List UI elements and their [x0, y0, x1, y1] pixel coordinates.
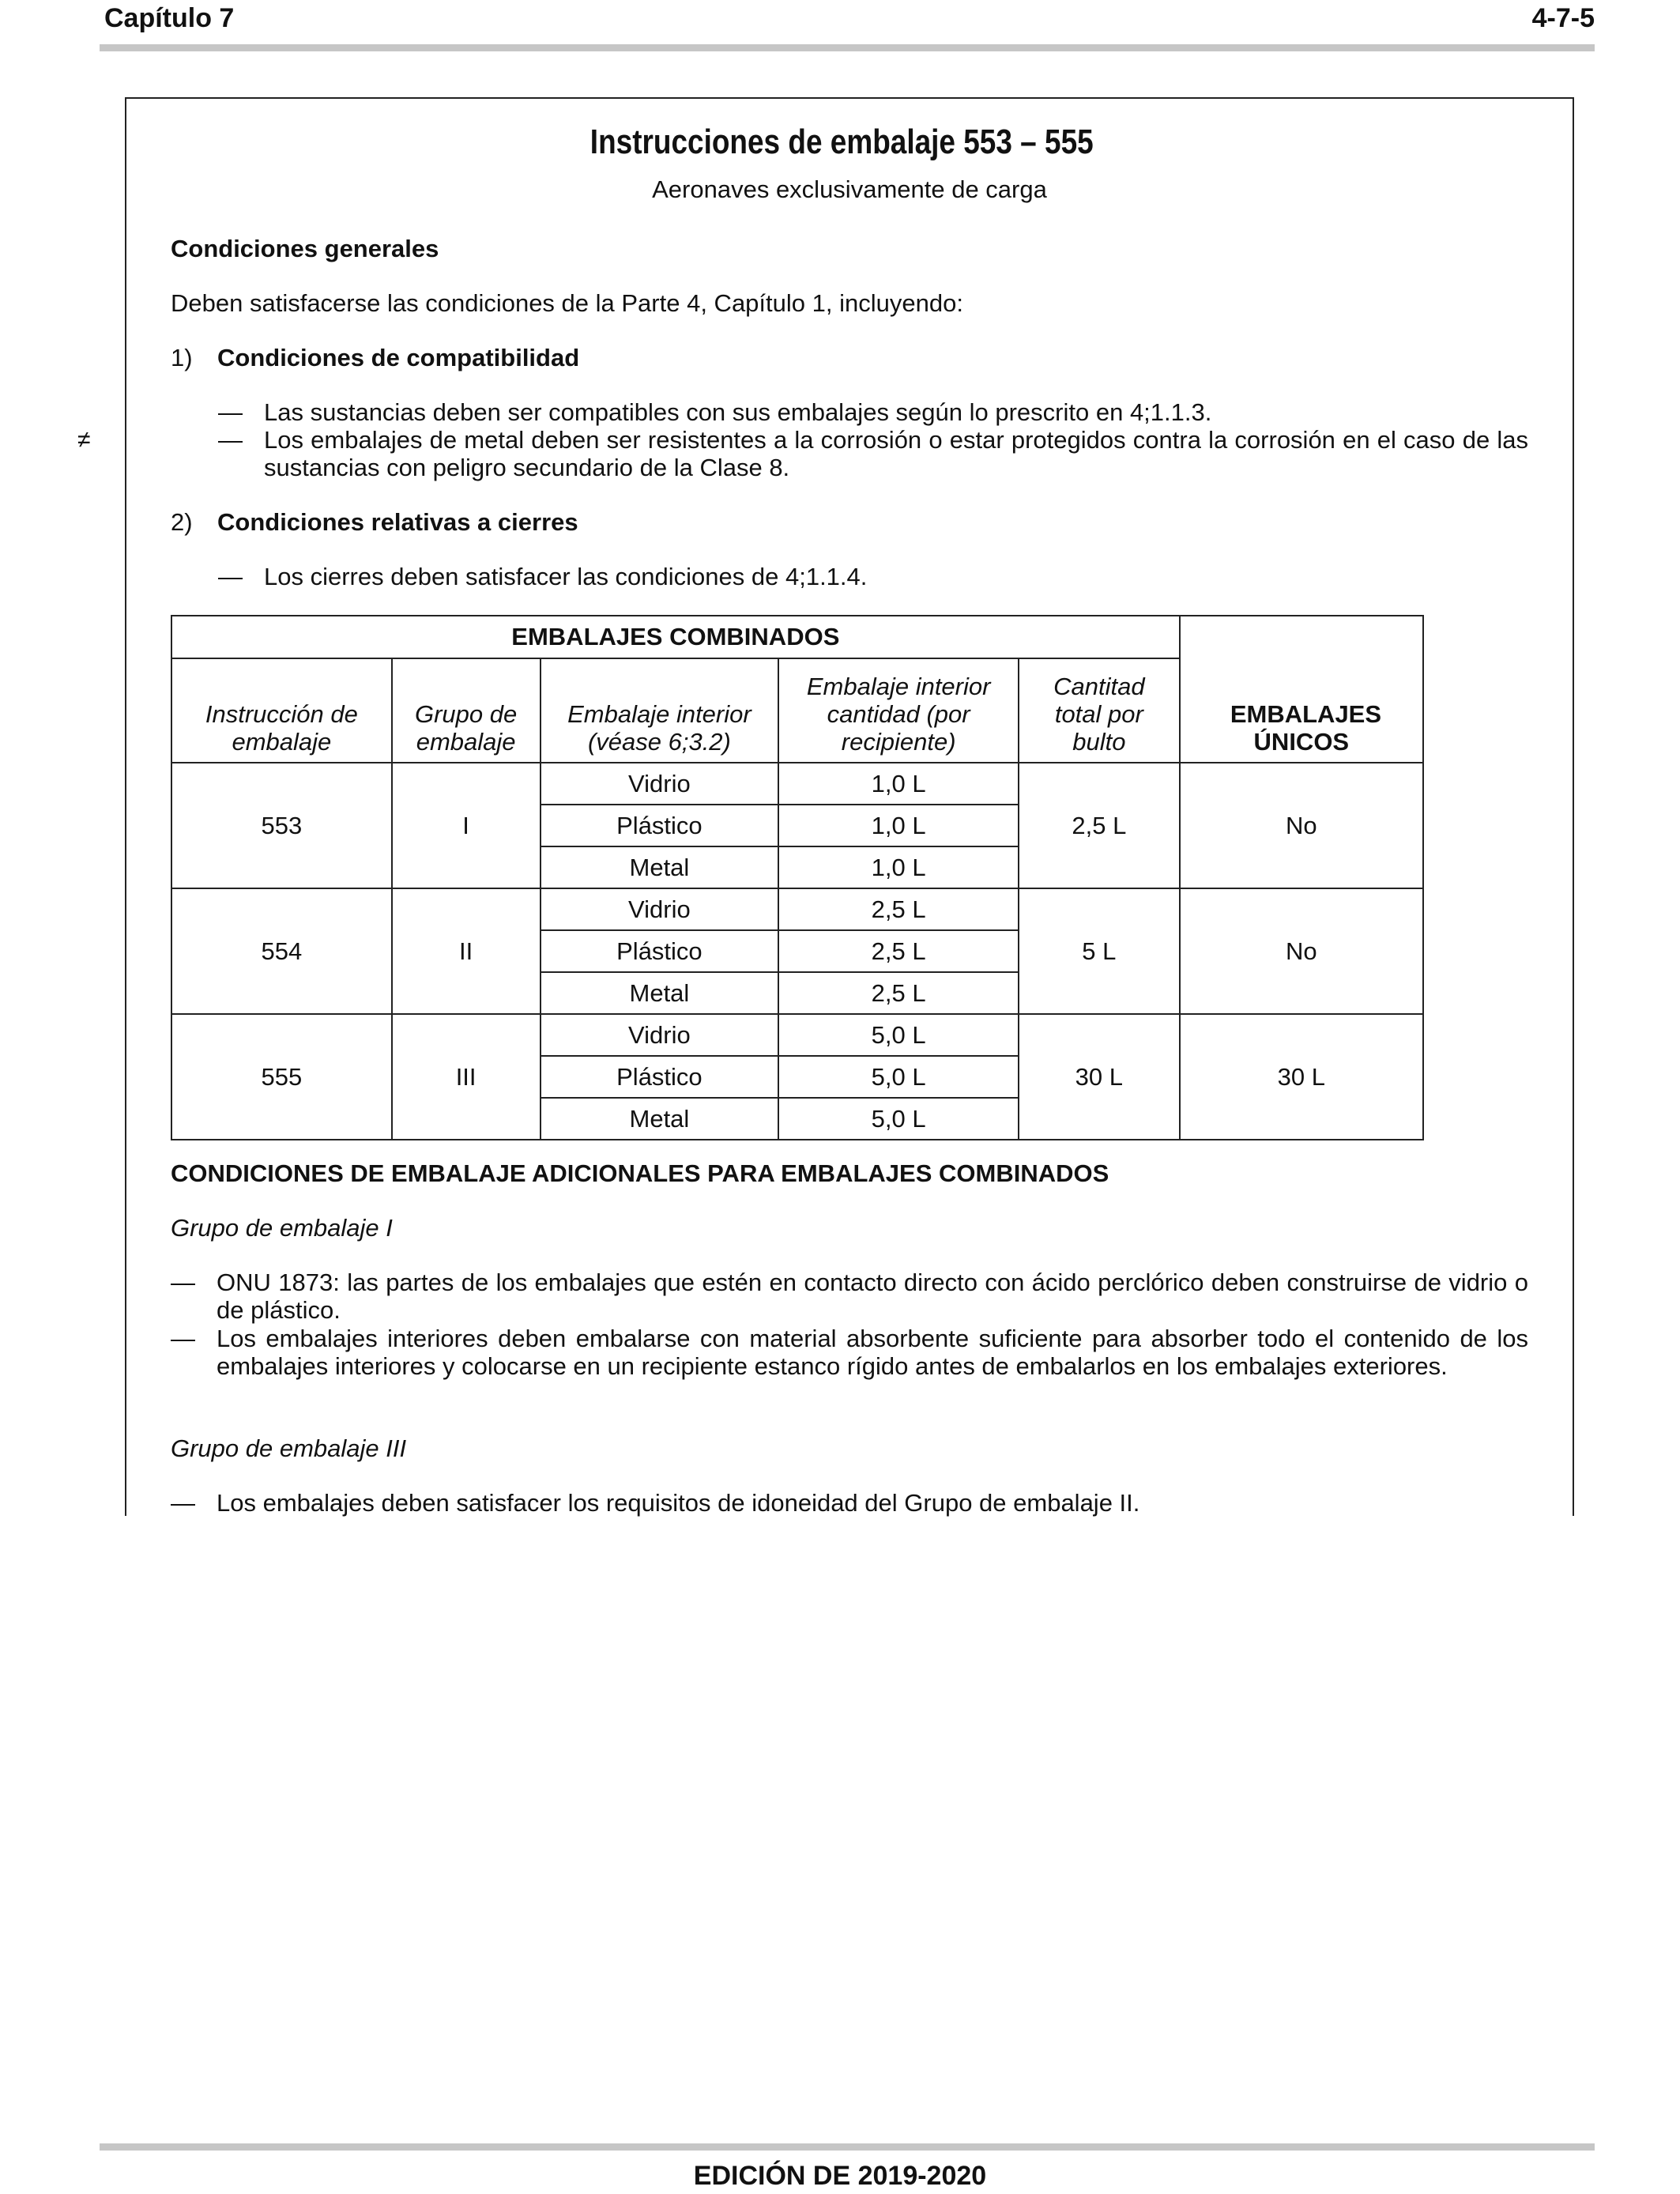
compatibility-item-1: Las sustancias deben ser compatibles con sus embalajes según lo prescrito en 4;1.1.3. [264, 398, 1212, 426]
page-number: 4-7-5 [1531, 3, 1595, 33]
packing-group-i-label: Grupo de embalaje I [171, 1214, 393, 1242]
inner-packaging-cell: Vidrio [541, 888, 779, 930]
column-header-total-quantity: Cantitad total por bulto [1019, 658, 1180, 763]
header-rule [100, 44, 1595, 51]
group-i-item-1: ONU 1873: las partes de los embalajes que estén en contacto directo con ácido perclórico deben construirse de vidrio o de plástico. [217, 1269, 1528, 1324]
packing-group-iii-label: Grupo de embalaje III [171, 1434, 407, 1462]
inner-packaging-cell: Metal [541, 846, 779, 888]
column-header-inner-packaging: Embalaje interior (véase 6;3.2) [541, 658, 779, 763]
section2-heading: Condiciones relativas a cierres [217, 508, 578, 536]
inner-packaging-cell: Metal [541, 972, 779, 1014]
single-packagings-label: EMBALAJES ÚNICOS [1230, 700, 1382, 756]
inner-packaging-cell: Plástico [541, 805, 779, 846]
total-quantity-cell: 2,5 L [1019, 763, 1180, 888]
section1-heading: Condiciones de compatibilidad [217, 344, 580, 371]
inner-packaging-cell: Plástico [541, 1056, 779, 1098]
packing-group-cell: III [392, 1014, 541, 1140]
column-header-instruction: Instrucción de embalaje [171, 658, 392, 763]
bullet-dash: — [171, 1269, 195, 1296]
single-packagings-header [1180, 616, 1423, 763]
packing-table [171, 615, 1424, 1140]
bullet-dash: — [171, 1489, 195, 1517]
inner-quantity-cell: 5,0 L [778, 1014, 1019, 1056]
additional-conditions-heading: CONDICIONES DE EMBALAJE ADICIONALES PARA EMBALAJES COMBINADOS [171, 1159, 1109, 1187]
table-row [171, 1014, 1423, 1056]
compatibility-item-2: Los embalajes de metal deben ser resistentes a la corrosión o estar protegidos contra la corrosión en el caso de las sustancias con peligro secundario de la Clase 8. [264, 426, 1528, 481]
page-subtitle: Aeronaves exclusivamente de carga [652, 175, 1047, 203]
inner-packaging-cell: Vidrio [541, 763, 779, 805]
bullet-dash: — [218, 426, 243, 454]
section2-number: 2) [171, 508, 193, 536]
table-row [171, 888, 1423, 930]
single-packagings-cell: No [1180, 763, 1423, 888]
page-title: Instrucciones de embalaje 553 – 555 [590, 123, 1094, 161]
edition-label: EDICIÓN DE 2019-2020 [693, 2161, 987, 2191]
general-conditions-heading: Condiciones generales [171, 235, 439, 262]
instruction-cell: 554 [171, 888, 392, 1014]
column-header-inner-quantity: Embalaje interior cantidad (por recipiente) [778, 658, 1019, 763]
inner-quantity-cell: 1,0 L [778, 763, 1019, 805]
combination-packagings-header: EMBALAJES COMBINADOS [171, 616, 1180, 658]
inner-packaging-cell: Metal [541, 1098, 779, 1140]
instruction-cell: 555 [171, 1014, 392, 1140]
inner-quantity-cell: 2,5 L [778, 888, 1019, 930]
inner-quantity-cell: 5,0 L [778, 1056, 1019, 1098]
bullet-dash: — [218, 563, 243, 590]
inner-packaging-cell: Vidrio [541, 1014, 779, 1056]
inner-quantity-cell: 2,5 L [778, 972, 1019, 1014]
closures-item-1: Los cierres deben satisfacer las condiciones de 4;1.1.4. [264, 563, 868, 590]
change-bar-marker: ≠ [77, 427, 91, 453]
group-iii-item-1: Los embalajes deben satisfacer los requisitos de idoneidad del Grupo de embalaje II. [217, 1489, 1140, 1517]
packing-group-cell: II [392, 888, 541, 1014]
instruction-cell: 553 [171, 763, 392, 888]
total-quantity-cell: 30 L [1019, 1014, 1180, 1140]
inner-packaging-cell: Plástico [541, 930, 779, 972]
single-packagings-cell: 30 L [1180, 1014, 1423, 1140]
inner-quantity-cell: 2,5 L [778, 930, 1019, 972]
packing-group-cell: I [392, 763, 541, 888]
table-row [171, 763, 1423, 805]
total-quantity-cell: 5 L [1019, 888, 1180, 1014]
single-packagings-cell: No [1180, 888, 1423, 1014]
chapter-label: Capítulo 7 [104, 3, 235, 33]
footer-rule [100, 2143, 1595, 2151]
general-conditions-intro: Deben satisfacerse las condiciones de la Parte 4, Capítulo 1, incluyendo: [171, 289, 963, 317]
inner-quantity-cell: 1,0 L [778, 846, 1019, 888]
bullet-dash: — [218, 398, 243, 426]
section1-number: 1) [171, 344, 193, 371]
column-header-packing-group: Grupo de embalaje [392, 658, 541, 763]
inner-quantity-cell: 5,0 L [778, 1098, 1019, 1140]
bullet-dash: — [171, 1325, 195, 1352]
inner-quantity-cell: 1,0 L [778, 805, 1019, 846]
group-i-item-2: Los embalajes interiores deben embalarse con material absorbente suficiente para absorber todo el contenido de los embalajes interiores y colocarse en un recipiente estanco rígido antes de embalarlos en los embalajes exteriores. [217, 1325, 1528, 1380]
